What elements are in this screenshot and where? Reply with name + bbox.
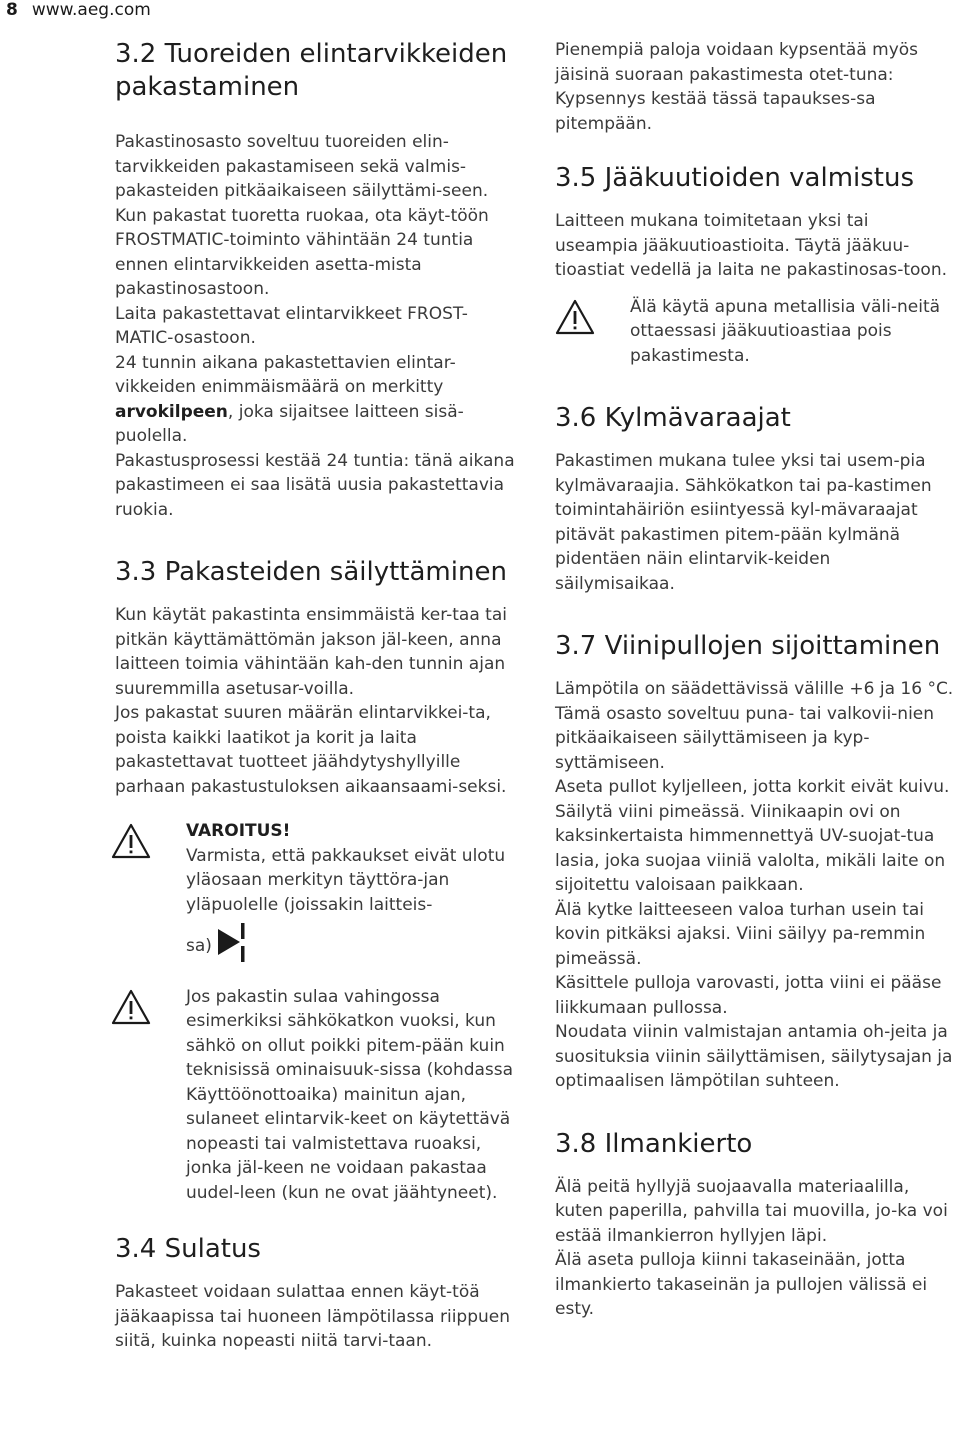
left-column <box>115 38 520 1354</box>
warning-triangle-icon <box>111 819 186 863</box>
warning-2-text: Jos pakastin sulaa vahingossa esimerkiksi sähkökatkon vuoksi, kun sähkö on ollut poikki pitem-pään kuin teknisissä ominaisuuk-sissa (kohdassa Käyttöönottoaika) mainitun ajan, sulaneet elintarvik-keet on käytettävä nopeasti tai valmistettava ruoaksi, jonka jäl-keen ne voidaan pakastaa uudel-leen (kun ne ovat jäähtyneet). <box>186 986 514 1203</box>
s38-paragraph-2: Älä aseta pulloja kiinni takaseinään, jotta ilmankierto takaseinän ja pullojen välissä ei esty. <box>555 1250 928 1319</box>
s34-paragraph-1: Pakasteet voidaan sulattaa ennen käyt-töä jääkaapissa tai huoneen lämpötilassa riippuen siitä, kuinka nopeasti niitä tarvi-taan. <box>115 1282 511 1351</box>
s37-paragraph-2: Tämä osasto soveltuu puna- tai valkovii-nien pitkäaikaiseen säilyttämiseen ja kyp-syttämiseen. <box>555 703 935 773</box>
warning-block-fill-limit <box>111 819 520 971</box>
warning-triangle-icon <box>111 985 186 1029</box>
s36-paragraph-1: Pakastimen mukana tulee yksi tai usem-pia kylmävaraajia. Sähkökatkon tai pa-kastimen toimintahäiriön esiintyessä kyl-mävaraajat pitävät pakastimen pitem-pään kylmänä pidentäen näin elintarvik-keiden säilymisaikaa. <box>555 451 932 594</box>
s37-paragraph-4: Säilytä viini pimeässä. Viinikaapin ovi on kaksinkertaista himmennettyä UV-suojat-tua lasia, joka suojaa viiniä valolta, mikäli laite on sijoitettu valoisaan paikkaan. <box>555 801 946 895</box>
fill-limit-marker-icon <box>216 921 248 971</box>
s32-paragraph-5: Pakastusprosessi kestää 24 tuntia: tänä aikana pakastimeen ei saa lisätä uusia pakastettavia ruokia. <box>115 450 515 520</box>
s37-paragraph-1: Lämpötila on säädettävissä välille +6 ja 16 °C. <box>555 679 954 699</box>
page-number: 8 <box>6 0 18 20</box>
s33-paragraph-1: Kun käytät pakastinta ensimmäistä ker-taa tai pitkän käyttämättömän jakson jäl-keen, anna laitteen toimia vähintään kah-den tunnin ajan suuremmilla asetusar-voilla. <box>115 605 507 699</box>
section-3-7-title: 3.7 Viinipullojen sijoittaminen <box>555 631 941 661</box>
warning-1-text: Varmista, että pakkaukset eivät ulotu yläosaan merkityn täyttöra-jan yläpuolelle (joissakin laitteis- <box>186 845 506 915</box>
rating-plate-term: arvokilpeen <box>115 401 228 422</box>
s32-paragraph-4 <box>115 351 520 449</box>
section-3-5-title: 3.5 Jääkuutioiden valmistus <box>555 163 915 193</box>
page-header <box>6 0 151 20</box>
r-paragraph-0: Pienempiä paloja voidaan kypsentää myös jäisinä suoraan pakastimesta otet-tuna: Kypsennys kestää tässä tapaukses-sa pitempään. <box>555 40 919 134</box>
right-column <box>555 38 955 1322</box>
s37-paragraph-7: Noudata viinin valmistajan antamia oh-jeita ja suosituksia viinin säilyttämisen, säilytysajan ja optimaalisen lämpötilan suhteen. <box>555 1022 953 1091</box>
warning-block-thawing <box>111 985 520 1206</box>
s32-p4-text-a: 24 tunnin aikana pakastettavien elintar-vikkeiden enimmäismäärä on merkitty <box>115 352 456 397</box>
section-3-6-title: 3.6 Kylmävaraajat <box>555 403 791 433</box>
section-3-8-title: 3.8 Ilmankierto <box>555 1128 753 1159</box>
header-url: www.aeg.com <box>31 0 151 20</box>
s32-p4-text-c: , joka sijaitsee laitteen sisä-puolella. <box>115 401 464 446</box>
s32-paragraph-1: Pakastinosasto soveltuu tuoreiden elin-tarvikkeiden pakastamiseen sekä valmis-pakasteiden pitkäaikaiseen säilyttämi-seen. <box>115 132 489 201</box>
s32-paragraph-2: Kun pakastat tuoretta ruokaa, ota käyt-töön FROSTMATIC-toiminto vähintään 24 tuntia ennen elintarvikkeiden asetta-mista pakastinosastoon. <box>115 205 489 299</box>
warning-1-tail <box>186 921 520 971</box>
s35-paragraph-1: Laitteen mukana toimitetaan yksi tai useampia jääkuutioastioita. Täytä jääkuu-tioastiat vedellä ja laita ne pakastinosas-toon. <box>555 211 948 280</box>
s37-paragraph-5: Älä kytke laitteeseen valoa turhan usein tai kovin pitkäksi ajaksi. Viini säilyy pa-remmin pimeässä. <box>555 899 926 969</box>
s37-paragraph-3: Aseta pullot kyljelleen, jotta korkit eivät kuivu. <box>555 777 950 797</box>
warning-title: VAROITUS! <box>186 821 291 841</box>
section-3-2-title: 3.2 Tuoreiden elintarvikkeiden pakastaminen <box>115 39 508 102</box>
s33-paragraph-2: Jos pakastat suuren määrän elintarvikkei-ta, poista kaikki laatikot ja korit ja laita pakastettavat tuotteet jäähdytyshyllyille parhaan pakastustuloksen aikaansaami-seksi. <box>115 703 507 797</box>
s38-paragraph-1: Älä peitä hyllyjä suojaavalla materiaalilla, kuten paperilla, pahvilla tai muovilla, jo-ka voi estää ilmankierron hyllyjen läpi. <box>555 1176 948 1246</box>
warning-triangle-icon <box>555 295 630 339</box>
warning-3-text: Älä käytä apuna metallisia väli-neitä ottaessasi jääkuutioastiaa pois pakastimesta. <box>630 296 941 366</box>
s32-paragraph-3: Laita pakastettavat elintarvikkeet FROST-MATIC-osastoon. <box>115 303 468 348</box>
section-3-4-title: 3.4 Sulatus <box>115 1234 261 1264</box>
s37-paragraph-6: Käsittele pulloja varovasti, jotta viini ei pääse liikkumaan pullossa. <box>555 973 942 1018</box>
section-3-3-title: 3.3 Pakasteiden säilyttäminen <box>115 557 507 587</box>
warning-block-ice-tray <box>555 295 955 369</box>
warning-1-tail-text: sa) <box>186 935 212 956</box>
